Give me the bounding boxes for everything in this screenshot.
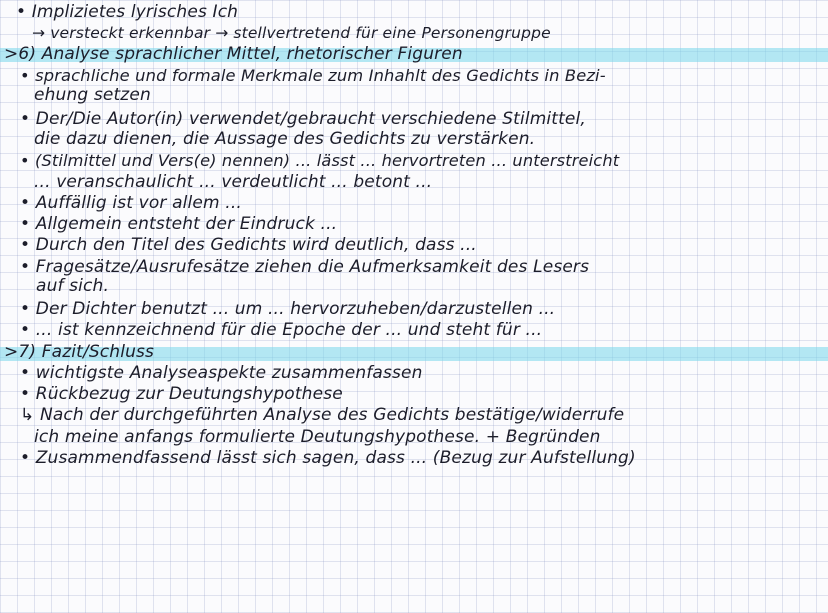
note-line: ↳ Nach der durchgeführten Analyse des Gedichts bestätige/widerrufe [20,405,625,425]
note-line: • Zusammendfassend lässt sich sagen, dass ... (Bezug zur Aufstellung) [20,448,636,468]
note-line: • ... ist kennzeichnend für die Epoche der ... und steht für ... [20,320,543,340]
note-line: ehung setzen [34,85,151,105]
note-line: • Rückbezug zur Deutungshypothese [20,384,343,404]
note-line: • (Stilmittel und Vers(e) nennen) ... lässt ... hervortreten ... unterstreicht [20,151,620,170]
note-line: die dazu dienen, die Aussage des Gedichts zu verstärken. [34,129,536,149]
note-line: • Der Dichter benutzt ... um ... hervorzuheben/darzustellen ... [20,299,556,319]
note-line: • wichtigste Analyseaspekte zusammenfassen [20,363,423,383]
note-line: • Allgemein entsteht der Eindruck ... [20,214,338,234]
note-line: → versteckt erkennbar → stellvertretend für eine Personengruppe [32,24,551,42]
note-line: • Der/Die Autor(in) verwendet/gebraucht verschiedene Stilmittel, [20,109,586,129]
note-line: • Auffällig ist vor allem ... [20,193,242,213]
note-line: ich meine anfangs formulierte Deutungshypothese. + Begründen [34,427,601,447]
section-heading: >7) Fazit/Schluss [4,342,155,362]
note-line: auf sich. [36,276,110,296]
note-line: • sprachliche und formale Merkmale zum Inhahlt des Gedichts in Bezi- [20,66,606,85]
note-line: • Durch den Titel des Gedichts wird deutlich, dass ... [20,235,477,255]
note-line: • Implizietes lyrisches Ich [16,2,239,22]
note-line: ... veranschaulicht ... verdeutlicht ... betont ... [34,172,433,192]
section-heading: >6) Analyse sprachlicher Mittel, rhetorischer Figuren [4,44,463,64]
note-line: • Fragesätze/Ausrufesätze ziehen die Aufmerksamkeit des Lesers [20,257,590,277]
